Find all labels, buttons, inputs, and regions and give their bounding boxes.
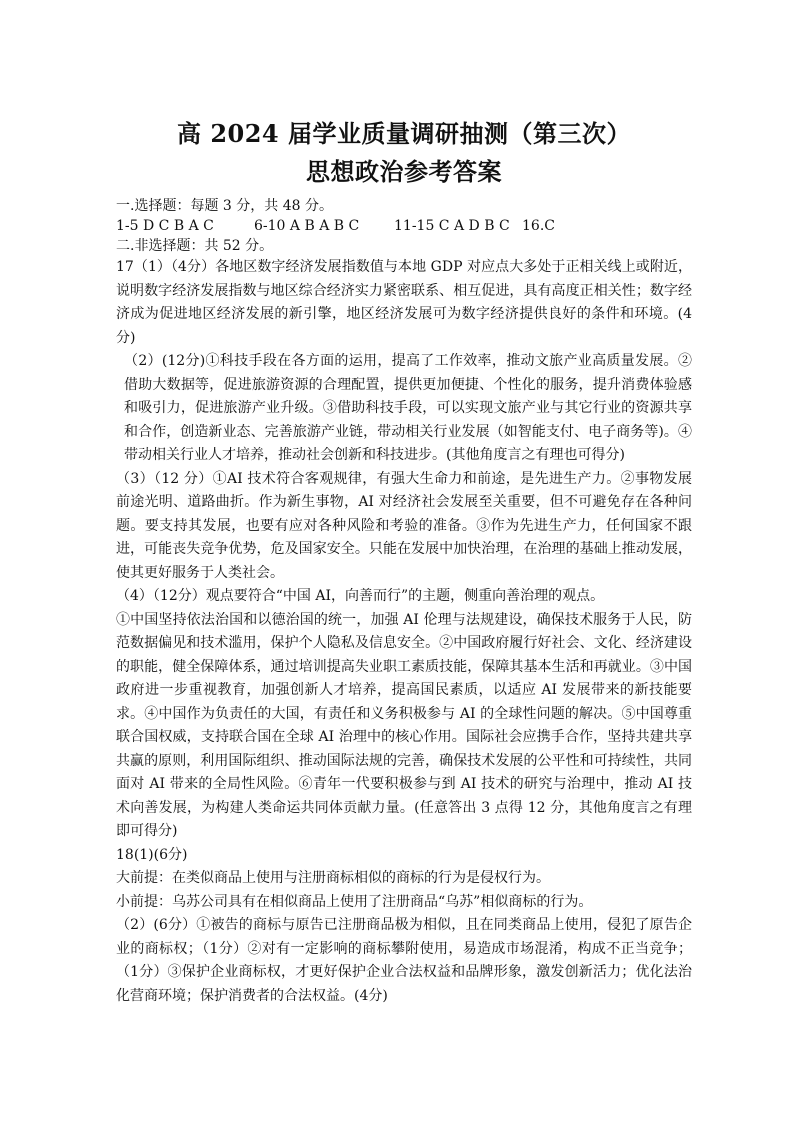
q18-part1-heading: 18(1)(6分): [116, 846, 188, 863]
q17-part4-intro: （4）（12分）观点要符合“中国 AI，向善而行”的主题，侧重向善治理的观点。: [116, 588, 605, 604]
q17-part3: （3）（12 分）①AI 技术符合客观规律，有强大生命力和前途，是先进生产力。②事物发展前途光明、道路曲折。作为新生事物，AI 对经济社会发展至关重要，但不可避免存在各种问题。要支持其发展，也要有应对各种风险和考验的准备。③作为先进生产力，任何国家不跟进，可能丧失竞争优势，危及国家安全。只能在发展中加快治理，在治理的基础上推动发展，使其更好服务于人类社会。: [116, 470, 692, 581]
section1-heading: 一.选择题：每题 3 分，共 48 分。: [116, 198, 333, 214]
q17-part2: （2）(12分)①科技手段在各方面的运用，提高了工作效率，推动文旅产业高质量发展。②借助大数据等，促进旅游资源的合理配置，提供更加便捷、个性化的服务，提升消费体验感和吸引力，促进旅游产业升级。③借助科技手段，可以实现文旅产业与其它行业的资源共享和合作，创造新业态、完善旅游产业链，带动相关行业发展（如智能支付、电子商务等)。④带动相关行业人才培养，推动社会创新和科技进步。(其他角度言之有理也可得分): [124, 353, 692, 463]
multiple-choice-answers: [116, 216, 692, 236]
answers-11-15: 11-15 C A D B C: [394, 218, 510, 234]
answers-6-10: 6-10 A B A B C: [254, 218, 360, 234]
q18-part2: （2）(6分）①被告的商标与原告已注册商品极为相似，且在同类商品上使用，侵犯了原告企业的商标权；（1分）②对有一定影响的商标攀附使用，易造成市场混淆，构成不正当竞争；（1分）③保护企业商标权，才更好保护企业合法权益和品牌形象，激发创新活力；优化法治化营商环境；保护消费者的合法权益。(4分): [116, 917, 692, 1004]
document-title: 高 2024 届学业质量调研抽测（第三次）: [176, 119, 631, 148]
q18-minor-premise: 小前提：乌苏公司具有在相似商品上使用了注册商品“乌苏”相似商标的行为。: [116, 893, 593, 910]
q17-part1: 17（1）（4分）各地区数字经济发展指数值与本地 GDP 对应点大多处于正相关线上或附近，说明数字经济发展指数与地区综合经济实力紧密联系、相互促进，具有高度正相关性；数字经济成为促进地区经济发展的新引擎，地区经济发展可为数字经济提供良好的条件和环境。(4分): [116, 259, 692, 346]
document-subtitle: 思想政治参考答案: [306, 157, 502, 186]
answer-16: 16.C: [522, 218, 555, 234]
section2-heading: 二.非选择题：共 52 分。: [116, 238, 274, 254]
q18-major-premise: 大前提：在类似商品上使用与注册商标相似的商标的行为是侵权行为。: [116, 870, 550, 886]
q17-part4-body: ①中国坚持依法治国和以德治国的统一，加强 AI 伦理与法规建设，确保技术服务于人民，防范数据偏见和技术滥用，保护个人隐私及信息安全。②中国政府履行好社会、文化、经济建设的职能，健全保障体系，通过培训提高失业职工素质技能，保障其基本生活和再就业。③中国政府进一步重视教育，加强创新人才培养，提高国民素质，以适应 AI 发展带来的新技能要求。④中国作为负责任的大国，有责任和义务积极参与 AI 的全球性问题的解决。⑤中国尊重联合国权威，支持联合国在全球 AI 治理中的核心作用。国际社会应携手合作，坚持共建共享共赢的原则，利用国际组织、推动国际法规的完善，确保技术发展的公平性和可持续性，共同面对 AI 带来的全局性风险。⑥青年一代要积极参与到 AI 技术的研究与治理中，推动 AI 技术向善发展，为构建人类命运共同体贡献力量。(任意答出 3 点得 12 分，其他角度言之有理即可得分): [116, 611, 692, 839]
answers-1-5: 1-5 D C B A C: [116, 218, 214, 234]
answer-sheet: [116, 118, 692, 1008]
